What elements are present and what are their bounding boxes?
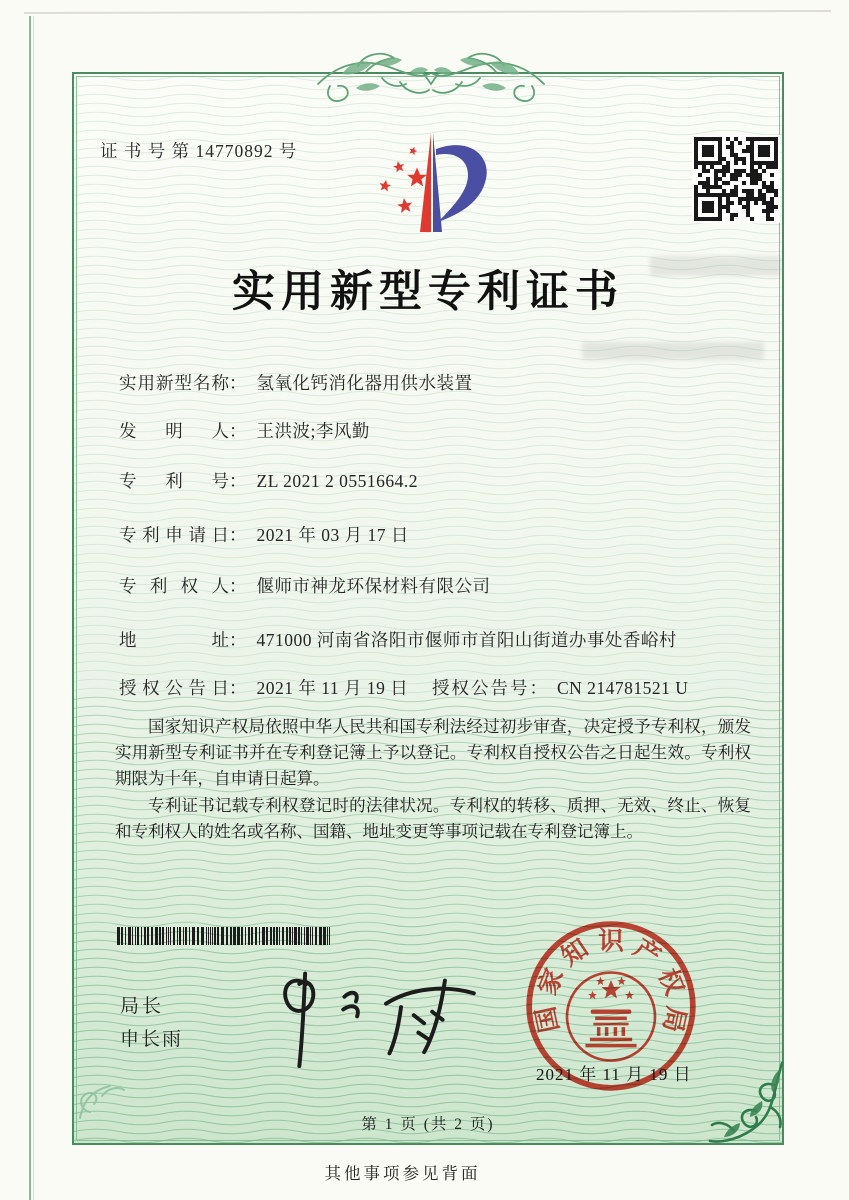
national-emblem-icon <box>567 973 655 1061</box>
field-value: 王洪波;李风勤 <box>256 421 370 441</box>
field-row-grant-number <box>432 675 688 700</box>
field-colon: ： <box>229 421 247 441</box>
field-colon: ： <box>229 678 247 698</box>
page-number: 第 1 页 (共 2 页) <box>361 1116 495 1133</box>
signer-title: 局长 <box>120 996 165 1017</box>
paragraph-register: 专利证书记载专利权登记时的法律状况。专利权的转移、质押、无效、终止、恢复和专利权人的姓名或名称、国籍、地址变更等事项记载在专利登记簿上。 <box>115 796 751 841</box>
svg-text:知: 知 <box>556 933 594 972</box>
page2-border-showthrough <box>29 16 31 1200</box>
signer-name: 申长雨 <box>120 1029 184 1050</box>
svg-text:权: 权 <box>652 964 690 999</box>
barcode <box>117 927 335 945</box>
field-colon: ： <box>229 525 247 545</box>
field-label: 授权公告日 <box>119 678 229 698</box>
showthrough-smudge <box>650 256 782 276</box>
qr-code <box>692 135 780 223</box>
field-label: 专利号 <box>119 471 229 491</box>
field-colon: ： <box>229 471 247 491</box>
field-value: CN 214781521 U <box>557 678 689 698</box>
field-label: 实用新型名称 <box>119 373 229 393</box>
field-value: 2021 年 03 月 17 日 <box>256 525 409 545</box>
field-label: 专利申请日 <box>119 525 229 545</box>
field-row-address <box>119 627 677 652</box>
svg-text:产: 产 <box>628 933 666 972</box>
legal-text <box>115 714 751 846</box>
field-colon: ： <box>229 630 247 650</box>
field-label: 授权公告号 <box>432 678 530 698</box>
back-note: 其他事项参见背面 <box>324 1164 481 1183</box>
svg-text:国: 国 <box>530 1003 565 1035</box>
svg-text:识: 识 <box>598 926 624 956</box>
field-label: 专利权人 <box>119 576 229 596</box>
certificate-frame <box>72 72 784 1145</box>
field-value: 2021 年 11 月 19 日 <box>256 678 409 698</box>
showthrough-smudge <box>582 342 764 360</box>
svg-text:局: 局 <box>657 1003 692 1035</box>
field-row-name <box>119 370 473 395</box>
field-label: 发明人 <box>119 421 229 441</box>
field-value: ZL 2021 2 0551664.2 <box>256 471 418 491</box>
field-colon: ： <box>229 373 247 393</box>
seal-date: 2021 年 11 月 19 日 <box>536 1065 692 1084</box>
certificate-number: 证 书 号 第 14770892 号 <box>100 141 298 161</box>
field-value: 471000 河南省洛阳市偃师市首阳山街道办事处香峪村 <box>256 630 677 650</box>
cnipa-logo <box>374 128 494 240</box>
scan-edge-line <box>24 10 831 14</box>
field-row-grant-date <box>119 675 408 700</box>
field-colon: ： <box>529 678 547 698</box>
field-row-inventor <box>119 418 370 443</box>
page-title: 实用新型专利证书 <box>232 269 624 316</box>
signature-handwriting <box>246 969 526 1073</box>
field-value: 氢氧化钙消化器用供水装置 <box>256 373 473 393</box>
field-label: 地址 <box>119 630 229 650</box>
svg-text:家: 家 <box>532 964 570 999</box>
page2-border-showthrough-light <box>33 16 34 1200</box>
field-value: 偃师市神龙环保材料有限公司 <box>256 576 491 596</box>
field-colon: ： <box>229 576 247 596</box>
field-row-patentee <box>119 573 491 598</box>
paragraph-grant: 国家知识产权局依照中华人民共和国专利法经过初步审查，决定授予专利权，颁发实用新型专利证书并在专利登记簿上予以登记。专利权自授权公告之日起生效。专利权期限为十年，自申请日起算。 <box>115 717 751 788</box>
field-row-filing-date <box>119 522 409 547</box>
field-row-patent-number <box>119 468 418 493</box>
